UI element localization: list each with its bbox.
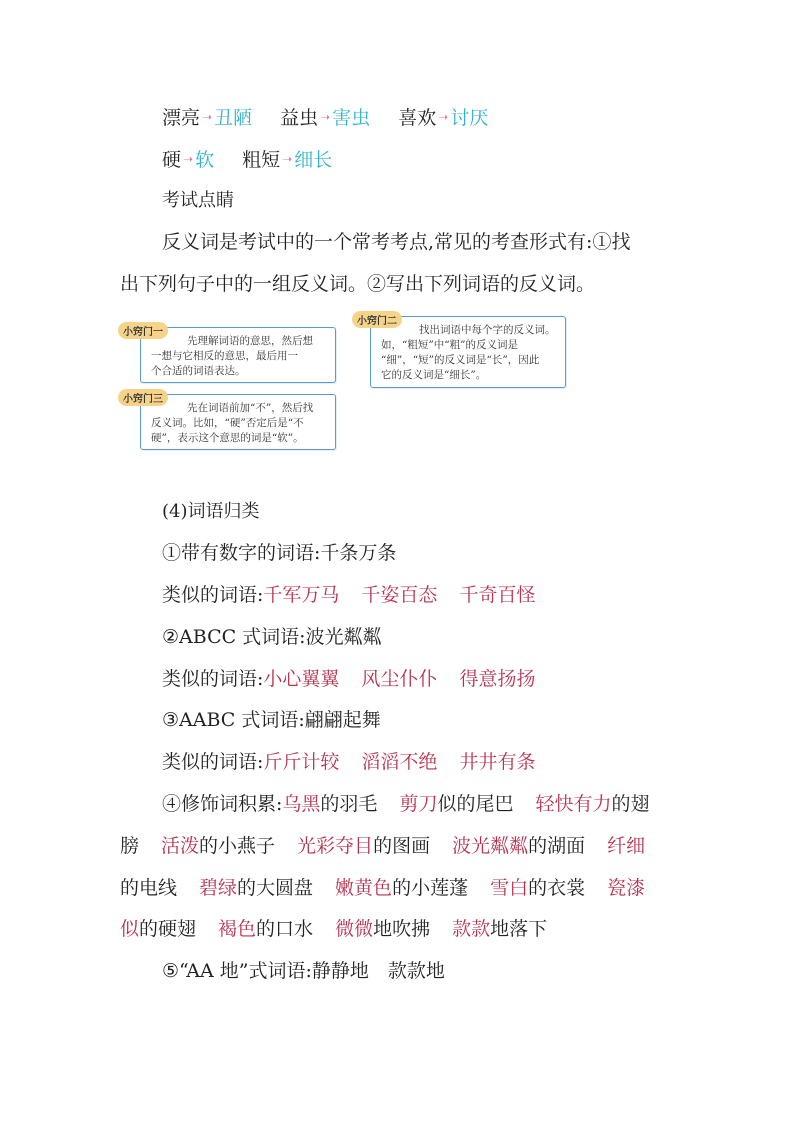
modifier-rest: 的小莲蓬 [392, 877, 469, 899]
similar-label: 类似的词语: [162, 751, 264, 773]
modifier-word: 剪刀 [399, 793, 438, 815]
similar-word: 斤斤计较 [263, 751, 340, 773]
exam-paragraph-line-1: 反义词是考试中的一个常考考点,常见的考查形式有:①找 [162, 231, 631, 253]
arrow-icon: ➝ [202, 110, 213, 124]
modifier-rest: 的大圆盘 [237, 877, 314, 899]
modifier-rest: 的衣裳 [528, 877, 586, 899]
antonym-row-1 [162, 105, 488, 130]
tip-text: 个合适的词语表达。 [151, 365, 246, 377]
arrow-icon: ➝ [183, 152, 194, 166]
exam-paragraph-line-2: 出下列句子中的一组反义词。②写出下列词语的反义词。 [120, 273, 596, 295]
modifier-word: 纤细 [607, 835, 646, 857]
word: 硬 [162, 149, 182, 171]
modifier-rest: 的羽毛 [320, 793, 378, 815]
modifier-line-2 [120, 834, 645, 858]
antonym: 细长 [294, 149, 333, 171]
arrow-icon: ➝ [438, 110, 449, 124]
word: 喜欢 [398, 107, 437, 129]
tip-text: 如，“粗短”中“粗”的反义词是 [381, 339, 518, 351]
modifier-rest: 的小燕子 [199, 835, 276, 857]
modifier-word: 似 [120, 918, 140, 940]
antonym-row-2 [162, 147, 332, 172]
word: 漂亮 [162, 107, 201, 129]
word: 粗短 [242, 149, 281, 171]
antonym: 丑陋 [214, 107, 253, 129]
similar-word: 滔滔不绝 [361, 751, 438, 773]
classify-item-1: ①带有数字的词语:千条万条 [162, 542, 397, 564]
tip-box-1 [140, 327, 336, 383]
modifier-word: 波光粼粼 [452, 835, 529, 857]
tip-text: “细”，“短”的反义词是“长”，因此 [381, 354, 540, 366]
arrow-icon: ➝ [282, 152, 293, 166]
similar-label: 类似的词语: [162, 668, 264, 690]
similar-word: 千奇百怪 [459, 584, 536, 606]
tip-text: 找出词语中每个字的反义词。 [419, 324, 556, 336]
tip-text: 一想与它相反的意思，最后用一 [151, 350, 298, 362]
tip-text: 先在词语前加“不”，然后找 [187, 402, 314, 414]
similar-word: 千姿百态 [361, 584, 438, 606]
similar-word: 井井有条 [459, 751, 536, 773]
modifier-rest: 膀 [120, 835, 140, 857]
similar-row-2 [162, 667, 535, 691]
similar-row-3 [162, 750, 535, 774]
modifier-label: ④修饰词积累: [162, 793, 283, 815]
similar-word: 得意扬扬 [459, 668, 536, 690]
modifier-rest: 的图画 [373, 835, 431, 857]
similar-row-1 [162, 583, 535, 607]
modifier-rest: 的硬翅 [139, 918, 197, 940]
arrow-icon: ➝ [320, 110, 331, 124]
modifier-word: 微微 [335, 918, 374, 940]
modifier-line-3 [120, 876, 645, 900]
similar-label: 类似的词语: [162, 584, 264, 606]
modifier-word: 嫩黄色 [335, 877, 393, 899]
word: 益虫 [280, 107, 319, 129]
tip-box-3 [140, 394, 336, 450]
tip-tag-1: 小窍门一 [118, 322, 168, 339]
modifier-word: 雪白 [490, 877, 529, 899]
modifier-word: 乌黑 [282, 793, 321, 815]
modifier-rest: 的湖面 [528, 835, 586, 857]
tip-text: 硬”，表示这个意思的词是“软”。 [151, 432, 304, 444]
similar-word: 小心翼翼 [263, 668, 340, 690]
tip-text: 它的反义词是“细长”。 [381, 369, 487, 381]
tip-box-2 [370, 316, 566, 388]
tip-tag-3: 小窍门三 [118, 389, 168, 406]
tip-text: 反义词。比如，“硬”否定后是“不 [151, 417, 304, 429]
modifier-word: 款款 [452, 918, 491, 940]
classify-heading: (4)词语归类 [162, 501, 260, 522]
classify-item-2: ②ABCC 式词语:波光粼粼 [162, 626, 382, 648]
modifier-word: 轻快有力 [535, 793, 612, 815]
modifier-rest: 似的尾巴 [437, 793, 514, 815]
modifier-word: 活泼 [161, 835, 200, 857]
modifier-rest: 的口水 [256, 918, 314, 940]
similar-word: 风尘仆仆 [361, 668, 438, 690]
classify-item-5: ⑤“AA 地”式词语:静静地 款款地 [162, 960, 445, 982]
tip-text: 先理解词语的意思，然后想 [187, 335, 313, 347]
antonym: 软 [195, 149, 215, 171]
modifier-word: 碧绿 [199, 877, 238, 899]
modifier-line-4 [120, 917, 547, 941]
modifier-word: 褐色 [218, 918, 257, 940]
modifier-rest: 地落下 [490, 918, 548, 940]
similar-word: 千军万马 [263, 584, 340, 606]
modifier-word: 瓷漆 [607, 877, 646, 899]
classify-item-3: ③AABC 式词语:翩翩起舞 [162, 709, 381, 731]
modifier-word: 光彩夺目 [297, 835, 374, 857]
modifier-line-1 [162, 792, 650, 816]
antonym: 害虫 [332, 107, 371, 129]
antonym: 讨厌 [450, 107, 489, 129]
exam-heading: 考试点睛 [162, 190, 234, 211]
modifier-rest: 的电线 [120, 877, 178, 899]
modifier-rest: 地吹拂 [373, 918, 431, 940]
modifier-rest: 的翅 [611, 793, 650, 815]
tip-tag-2: 小窍门二 [352, 311, 402, 328]
